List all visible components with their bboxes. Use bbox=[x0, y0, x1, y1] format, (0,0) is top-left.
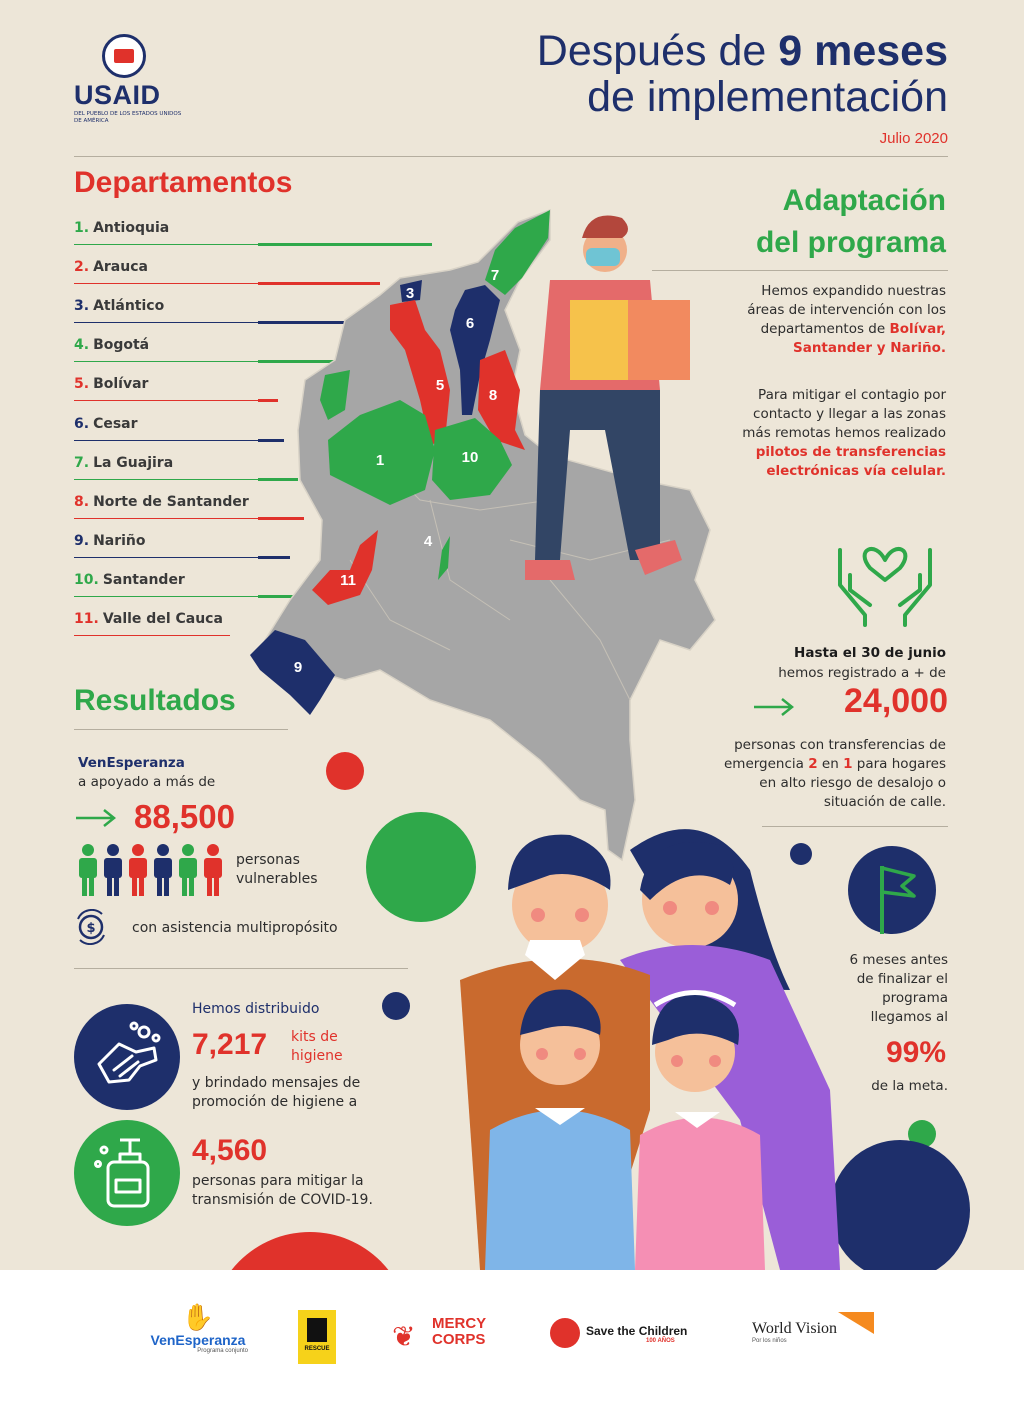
highlight-text: electrónicas vía celular. bbox=[766, 463, 946, 479]
departamento-line bbox=[74, 635, 230, 636]
text-line: transmisión de COVID-19. bbox=[192, 1192, 373, 1208]
arrow-right-icon bbox=[74, 808, 118, 828]
usaid-logo-name: USAID bbox=[74, 80, 161, 110]
mitigar-text bbox=[192, 1172, 373, 1210]
people-big-number: 4,560 bbox=[192, 1134, 268, 1167]
hemos-distribuido: Hemos distribuido bbox=[192, 1001, 320, 1017]
map-region-label: 4 bbox=[423, 533, 433, 550]
divider bbox=[74, 729, 288, 730]
text-line: personas bbox=[236, 852, 300, 868]
departamento-item bbox=[74, 455, 173, 471]
highlight-text: 1 bbox=[843, 756, 853, 772]
arrow-right-icon bbox=[752, 697, 796, 717]
wv-logo-sub: Por los niños bbox=[752, 1338, 787, 1344]
text-line: higiene bbox=[291, 1048, 343, 1064]
divider bbox=[652, 270, 948, 271]
decorative-dot bbox=[326, 752, 364, 790]
departamento-name: Arauca bbox=[93, 259, 148, 276]
departamento-item bbox=[74, 376, 148, 392]
wv-logo-text: World Vision bbox=[752, 1320, 838, 1337]
departamentos-title: Departamentos bbox=[74, 166, 293, 199]
text-line: departamentos de bbox=[760, 321, 890, 337]
text-line: situación de calle. bbox=[823, 794, 946, 810]
departamento-number: 4. bbox=[74, 337, 90, 354]
venesperanza-logo-sub: Programa conjunto bbox=[197, 1348, 248, 1354]
people-icon bbox=[76, 842, 226, 898]
savethechildren-logo bbox=[550, 1318, 687, 1344]
map-region-label: 3 bbox=[405, 285, 415, 302]
departamento-item bbox=[74, 298, 164, 314]
title-pre: Después de bbox=[536, 27, 779, 75]
departamento-item bbox=[74, 220, 169, 236]
irc-logo-text: RESCUE bbox=[304, 1346, 330, 1352]
text-line: a apoyado a más de bbox=[78, 774, 216, 790]
mercy-text-2: CORPS bbox=[432, 1331, 486, 1348]
svg-text:$: $ bbox=[86, 921, 96, 936]
text-line: personas para mitigar la bbox=[192, 1173, 364, 1189]
page-title bbox=[537, 28, 948, 120]
meta-label: de la meta. bbox=[871, 1078, 948, 1094]
flag-icon bbox=[848, 846, 936, 934]
map-region-label: 10 bbox=[461, 449, 479, 466]
asistencia-multiproposito: con asistencia multipropósito bbox=[132, 920, 338, 936]
divider bbox=[74, 968, 408, 969]
departamento-number: 2. bbox=[74, 259, 90, 276]
text-line: promoción de higiene a bbox=[192, 1094, 358, 1110]
text-line: programa bbox=[882, 990, 948, 1006]
text-line: Para mitigar el contagio por bbox=[758, 387, 946, 403]
worldvision-logo bbox=[752, 1320, 837, 1344]
resultados-big-number: 88,500 bbox=[134, 798, 235, 835]
personas-vulnerables bbox=[236, 851, 318, 889]
caring-hands-heart-icon bbox=[830, 530, 940, 630]
departamento-item bbox=[74, 533, 146, 549]
registro-line2: hemos registrado a + de bbox=[778, 665, 946, 681]
text-line: emergencia bbox=[723, 756, 809, 772]
departamento-number: 5. bbox=[74, 376, 90, 393]
stc-logo-sub: 100 AÑOS bbox=[646, 1338, 675, 1344]
registro-big-number: 24,000 bbox=[844, 682, 948, 720]
departamento-number: 11. bbox=[74, 611, 99, 627]
departamento-number: 8. bbox=[74, 493, 90, 510]
irc-mark-icon bbox=[307, 1318, 327, 1342]
departamento-name: Valle del Cauca bbox=[102, 611, 223, 627]
person-icon bbox=[154, 844, 172, 896]
map-region-label: 8 bbox=[488, 387, 498, 404]
usaid-logo bbox=[74, 34, 184, 125]
highlight-text: Santander y Nariño. bbox=[792, 340, 946, 356]
departamento-name: Santander bbox=[102, 571, 185, 588]
stc-icon bbox=[550, 1318, 580, 1348]
registro-line1: Hasta el 30 de junio bbox=[794, 645, 946, 661]
meta-text bbox=[850, 951, 948, 1027]
text-line: vulnerables bbox=[236, 871, 318, 887]
resultados-title: Resultados bbox=[74, 684, 236, 717]
text-line: en bbox=[817, 756, 844, 772]
colombia-map bbox=[250, 200, 730, 880]
text-line: Hemos expandido nuestras bbox=[761, 283, 946, 299]
map-region-label: 11 bbox=[340, 572, 356, 589]
map-region-label: 9 bbox=[293, 659, 303, 676]
text-line: más remotas hemos realizado bbox=[742, 425, 946, 441]
text-line: personas con transferencias de bbox=[734, 737, 946, 753]
person-icon bbox=[179, 844, 197, 896]
venesperanza-logo-text: VenEsperanza bbox=[150, 1332, 246, 1348]
text-line: para hogares bbox=[852, 756, 946, 772]
person-icon bbox=[104, 844, 122, 896]
usaid-seal-icon bbox=[102, 34, 146, 78]
venesperanza-name: VenEsperanza bbox=[78, 755, 185, 771]
mercycorps-logo bbox=[392, 1315, 487, 1352]
text-line: áreas de intervención con los bbox=[747, 302, 946, 318]
text-line: y brindado mensajes de bbox=[192, 1075, 361, 1091]
text-line: contacto y llegar a las zonas bbox=[753, 406, 946, 422]
mercy-text-1: MERCY bbox=[432, 1315, 487, 1332]
highlight-text: Bolívar, bbox=[889, 321, 946, 337]
departamento-item bbox=[74, 611, 223, 627]
departamento-item bbox=[74, 259, 148, 275]
departamento-number: 3. bbox=[74, 298, 90, 315]
adaptacion-paragraph-2 bbox=[742, 386, 946, 481]
departamento-name: Bolívar bbox=[93, 376, 149, 393]
departamento-item bbox=[74, 337, 149, 353]
adaptacion-title-line1: Adaptación bbox=[782, 184, 946, 217]
title-bold: 9 meses bbox=[778, 27, 948, 75]
person-icon bbox=[79, 844, 97, 896]
title-line2: de implementación bbox=[587, 73, 948, 121]
report-date: Julio 2020 bbox=[879, 130, 948, 147]
departamento-name: Cesar bbox=[93, 415, 138, 432]
departamento-name: Atlántico bbox=[93, 298, 165, 315]
departamento-name: Bogotá bbox=[93, 337, 150, 354]
soap-dispenser-icon bbox=[74, 1120, 180, 1226]
departamento-number: 6. bbox=[74, 415, 90, 432]
departamento-number: 9. bbox=[74, 532, 90, 549]
departamento-number: 1. bbox=[74, 220, 90, 236]
adaptacion-title bbox=[756, 180, 946, 264]
text-line: de finalizar el bbox=[856, 971, 948, 987]
irc-logo bbox=[298, 1310, 336, 1364]
departamento-name: Nariño bbox=[93, 532, 146, 549]
cash-cycle-icon bbox=[74, 909, 108, 945]
divider bbox=[74, 156, 948, 157]
departamento-name: La Guajira bbox=[93, 454, 174, 471]
meta-big-number: 99% bbox=[885, 1036, 946, 1069]
kits-big-number: 7,217 bbox=[192, 1028, 268, 1061]
departamento-line bbox=[74, 400, 278, 401]
map-region-label: 5 bbox=[435, 377, 445, 394]
departamento-number: 7. bbox=[74, 454, 90, 471]
highlight-text: pilotos de transferencias bbox=[755, 444, 946, 460]
departamento-number: 10. bbox=[74, 571, 99, 588]
text-line: 6 meses antes bbox=[849, 952, 948, 968]
venesperanza-logo bbox=[148, 1302, 248, 1354]
highlight-text: 2 bbox=[808, 756, 818, 772]
person-icon bbox=[129, 844, 147, 896]
departamento-item bbox=[74, 572, 185, 588]
departamento-item bbox=[74, 416, 138, 432]
mercy-leaf-icon: ❦ bbox=[392, 1321, 416, 1352]
usaid-logo-sub: DEL PUEBLO DE LOS ESTADOS UNIDOS DE AMÉRICA bbox=[74, 111, 182, 124]
brindado-text bbox=[192, 1074, 360, 1112]
map-region-label: 6 bbox=[465, 315, 475, 332]
venesperanza-text bbox=[78, 754, 215, 792]
stc-logo-text: Save the Children bbox=[586, 1324, 688, 1338]
departamento-name: Antioquia bbox=[93, 220, 170, 236]
text-line: llegamos al bbox=[870, 1009, 948, 1025]
departamento-name: Norte de Santander bbox=[93, 493, 249, 510]
hands-icon: ✋ bbox=[181, 1302, 215, 1332]
kits-label bbox=[291, 1028, 343, 1066]
adaptacion-paragraph-1 bbox=[747, 282, 946, 358]
map-region-label: 7 bbox=[490, 267, 500, 284]
map-region-label: 1 bbox=[375, 452, 385, 469]
person-icon bbox=[204, 844, 222, 896]
departamento-item bbox=[74, 494, 249, 510]
text-line: en alto riesgo de desalojo o bbox=[759, 775, 946, 791]
adaptacion-title-line2: del programa bbox=[755, 226, 946, 259]
text-line: kits de bbox=[291, 1029, 338, 1045]
handwash-icon bbox=[74, 1004, 180, 1110]
